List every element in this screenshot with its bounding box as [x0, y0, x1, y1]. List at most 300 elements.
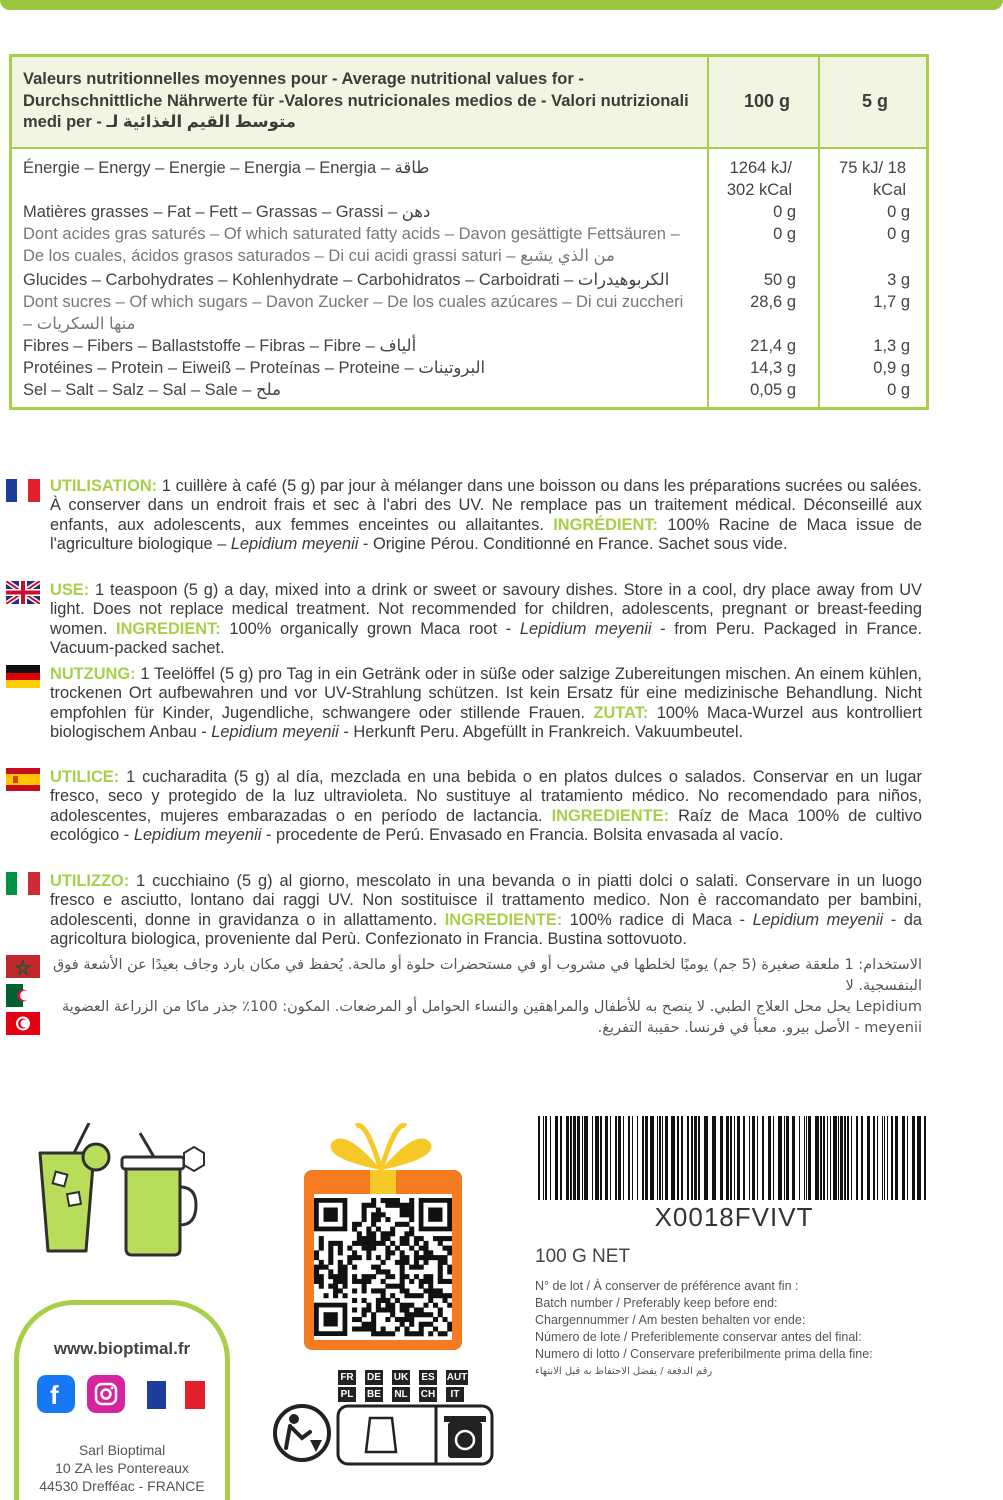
qr-module [362, 1326, 367, 1331]
qr-module [319, 1246, 324, 1251]
barcode-bar [838, 1116, 839, 1200]
qr-module [428, 1255, 433, 1260]
qr-module [428, 1288, 433, 1293]
facebook-icon[interactable] [37, 1375, 75, 1413]
qr-module [423, 1312, 428, 1317]
qr-module [333, 1284, 338, 1289]
barcode-bar [698, 1116, 700, 1200]
qr-module [419, 1255, 424, 1260]
qr-module [352, 1255, 357, 1260]
glass-icon [40, 1123, 109, 1251]
brand-badge [14, 1300, 230, 1500]
qr-module [376, 1208, 381, 1213]
qr-module [343, 1279, 348, 1284]
barcode-bar [768, 1116, 771, 1200]
qr-module [357, 1236, 362, 1241]
qr-module [400, 1284, 405, 1289]
qr-module [385, 1203, 390, 1208]
qr-module [423, 1246, 428, 1251]
qr-module [357, 1317, 362, 1322]
qr-module [447, 1293, 452, 1298]
qr-module [414, 1265, 419, 1270]
qr-module [362, 1208, 367, 1213]
qr-module [404, 1241, 409, 1246]
barcode-bar [752, 1116, 755, 1200]
qr-module [395, 1198, 400, 1203]
lot-line: N° de lot / À conserver de préférence avant fin : [535, 1279, 799, 1293]
qr-module [366, 1250, 371, 1255]
qr-module [328, 1246, 333, 1251]
jar-icon [122, 1133, 204, 1255]
barcode-bar [877, 1116, 878, 1200]
qr-module [376, 1298, 381, 1303]
qr-module [428, 1279, 433, 1284]
qr-module [319, 1274, 324, 1279]
qr-module [362, 1236, 367, 1241]
qr-module [371, 1326, 376, 1331]
barcode-bar [799, 1116, 800, 1200]
qr-module [385, 1250, 390, 1255]
keyword: INGREDIENT: [116, 619, 221, 638]
qr-module [381, 1293, 386, 1298]
qr-module [423, 1279, 428, 1284]
qr-module [423, 1260, 428, 1265]
qr-module [314, 1250, 319, 1255]
smoothie-illustration [34, 1123, 214, 1263]
barcode-bar [600, 1116, 602, 1200]
qr-module [366, 1322, 371, 1327]
row-label: Sel – Salt – Salz – Sal – Sale – ملح [23, 381, 281, 399]
qr-module [324, 1265, 329, 1270]
text: - from Peru. Packaged in France. Vacuum-packed sachet. [50, 619, 922, 658]
qr-module [400, 1274, 405, 1279]
arabic-line: Lepidium يحل محل العلاج الطبي. لا ينصح به للأطفال والمراهقين والنساء الحوامل أو المرضعات. المكون: 100٪ جذر ماكا من الزراعة العضوية [61, 999, 922, 1015]
qr-module [385, 1331, 390, 1336]
qr-module [400, 1317, 405, 1322]
qr-module [362, 1274, 367, 1279]
qr-module [409, 1322, 414, 1327]
qr-module [352, 1317, 357, 1322]
svg-text:f: f [50, 1380, 59, 1410]
column-100g: 100 g [743, 91, 791, 111]
latin-name: Lepidium meyenii [752, 910, 884, 929]
qr-module [381, 1279, 386, 1284]
keyword: NUTZUNG: [50, 665, 136, 683]
row-label: Matières grasses – Fat – Fett – Grassas – Grassi – دهن [23, 203, 431, 221]
top-green-band [0, 0, 1003, 10]
qr-module [366, 1241, 371, 1246]
barcode-bar [882, 1116, 883, 1200]
qr-module [338, 1241, 343, 1246]
barcode-bar [712, 1116, 716, 1200]
qr-finder [324, 1208, 338, 1222]
tunisia-flag-icon [6, 1012, 40, 1035]
text: 100% Racine de Maca issue de l'agriculture biologique – [50, 515, 922, 554]
barcode-bar [861, 1116, 863, 1200]
text: - procedente de Perú. Envasado en Francia. Bolsita envasada al vacío. [261, 826, 784, 845]
qr-module [404, 1288, 409, 1293]
qr-module [333, 1241, 338, 1246]
qr-module [423, 1250, 428, 1255]
row-value-5g: 0 g [887, 225, 910, 243]
qr-module [381, 1288, 386, 1293]
barcode-bar [808, 1116, 811, 1200]
qr-module [314, 1265, 319, 1270]
barcode-bar [694, 1116, 697, 1200]
qr-module [423, 1288, 428, 1293]
bin-icon [448, 1422, 482, 1458]
qr-module [428, 1298, 433, 1303]
barcode-bar [628, 1116, 630, 1200]
qr-module [404, 1307, 409, 1312]
qr-module [423, 1241, 428, 1246]
barcode-bar [671, 1116, 675, 1200]
barcode-bar [786, 1116, 789, 1200]
barcode-bar [867, 1116, 870, 1200]
barcode-bar [577, 1116, 580, 1200]
barcode-bar [833, 1116, 837, 1200]
nutrition-table-header [12, 57, 926, 149]
qr-module [442, 1246, 447, 1251]
qr-module [419, 1293, 424, 1298]
qr-module [390, 1331, 395, 1336]
barcode-bar [891, 1116, 893, 1200]
qr-module [409, 1246, 414, 1251]
lot-line: Batch number / Preferably keep before end: [535, 1296, 778, 1310]
barcode-bar [734, 1116, 735, 1200]
text: 100% Maca-Wurzel aus kontrolliert biologischem Anbau - [50, 703, 922, 742]
qr-module [428, 1284, 433, 1289]
barcode-bar [884, 1116, 885, 1200]
row-value-100g: 28,6 g [750, 293, 796, 311]
row-value-5g: 1,7 g [873, 293, 910, 311]
barcode-bar [555, 1116, 558, 1200]
text: 1 cuillère à café (5 g) par jour à mélanger dans une boisson ou dans les préparations sucrées ou salées. À conserver dans un endroit frais et sec à l'abri des UV. Ne remplace pas un traitement médical. Déconseillé aux enfants, aux adolescents, aux femmes enceintes ou allaitantes. [50, 477, 922, 534]
instructions-en [50, 581, 922, 659]
keyword: UTILICE: [50, 768, 120, 786]
barcode-bar [757, 1116, 758, 1200]
qr-module [347, 1255, 352, 1260]
qr-module [447, 1265, 452, 1270]
italy-flag-icon [6, 872, 40, 895]
qr-module [395, 1203, 400, 1208]
qr-module [447, 1246, 452, 1251]
nutrition-table [9, 54, 929, 410]
qr-module [362, 1241, 367, 1246]
qr-module [357, 1241, 362, 1246]
qr-module [352, 1274, 357, 1279]
qr-module [395, 1326, 400, 1331]
qr-module [381, 1212, 386, 1217]
barcode-bar [632, 1116, 633, 1200]
barcode-number: X0018FVIVT [654, 1202, 814, 1232]
qr-module [428, 1274, 433, 1279]
qr-module [371, 1265, 376, 1270]
row-label: Fibres – Fibers – Ballaststoffe – Fibras – Fibre – ألياف [23, 337, 417, 355]
barcode-bar [582, 1116, 583, 1200]
qr-module [409, 1312, 414, 1317]
qr-module [362, 1246, 367, 1251]
qr-module [343, 1274, 348, 1279]
uk-flag-icon [6, 581, 40, 604]
barcode-bar [704, 1116, 708, 1200]
qr-module [447, 1303, 452, 1308]
barcode-bar [847, 1116, 849, 1200]
qr-module [438, 1236, 443, 1241]
qr-module [447, 1322, 452, 1327]
qr-module [419, 1312, 424, 1317]
qr-module [352, 1265, 357, 1270]
barcode-bar [773, 1116, 774, 1200]
table-divider [818, 57, 820, 407]
qr-module [371, 1231, 376, 1236]
barcode-bar [642, 1116, 644, 1200]
qr-module [385, 1298, 390, 1303]
qr-module [366, 1307, 371, 1312]
barcode-bar [592, 1116, 593, 1200]
barcode-bar [720, 1116, 723, 1200]
qr-module [333, 1279, 338, 1284]
qr-module [442, 1298, 447, 1303]
qr-module [419, 1279, 424, 1284]
qr-module [400, 1222, 405, 1227]
qr-module [362, 1217, 367, 1222]
text: - Origine Pérou. Conditionné en France. Sachet sous vide. [358, 535, 788, 554]
qr-module [319, 1279, 324, 1284]
qr-module [400, 1250, 405, 1255]
qr-module [376, 1331, 381, 1336]
country-code: PL [338, 1387, 356, 1402]
qr-module [385, 1198, 390, 1203]
qr-module [414, 1255, 419, 1260]
qr-module [352, 1279, 357, 1284]
row-value-5g: 75 kJ/ 18 kCal [839, 159, 906, 199]
row-label: Énergie – Energy – Energie – Energia – Energia – طاقة [23, 159, 430, 177]
barcode-bar [645, 1116, 648, 1200]
qr-module [385, 1269, 390, 1274]
qr-module [381, 1298, 386, 1303]
barcode-bar [595, 1116, 599, 1200]
barcode-bar [566, 1116, 569, 1200]
barcode-bar [637, 1116, 638, 1200]
qr-module [404, 1331, 409, 1336]
qr-module [390, 1284, 395, 1289]
qr-module [385, 1284, 390, 1289]
qr-module [338, 1288, 343, 1293]
qr-module [390, 1293, 395, 1298]
qr-module [314, 1279, 319, 1284]
qr-module [352, 1307, 357, 1312]
qr-module [385, 1317, 390, 1322]
barcode-bar [545, 1116, 547, 1200]
qr-module [395, 1317, 400, 1322]
country-code: DE [365, 1370, 383, 1385]
barcode-bar [681, 1116, 683, 1200]
qr-module [352, 1241, 357, 1246]
arabic-line: الاستخدام: 1 ملعقة صغيرة (5 جم) يوميًا لخلطها في مشروب أو في مستحضرات حلوة أو مالحة. يُحفظ في مكان بارد وجاف بعيدًا عن الأشعة فوق البنفسجية. لا [53, 957, 922, 994]
qr-module [328, 1260, 333, 1265]
qr-module [428, 1322, 433, 1327]
qr-module [419, 1322, 424, 1327]
qr-module [409, 1208, 414, 1213]
qr-module [381, 1260, 386, 1265]
nutrition-header-label: Valeurs nutritionnelles moyennes pour - Average nutritional values for - Durchschnittliche Nährwerte für -Valores nutricionales medios de - Valori nutrizionali medi per - متوسط القيم الغذائية لـ [23, 70, 689, 131]
barcode-bar [570, 1116, 572, 1200]
qr-module [338, 1274, 343, 1279]
qr-module [438, 1241, 443, 1246]
keyword: INGRÉDIENT: [553, 515, 658, 534]
qr-module [362, 1279, 367, 1284]
barcode-bar [895, 1116, 898, 1200]
qr-module [328, 1269, 333, 1274]
qr-module [438, 1269, 443, 1274]
qr-module [400, 1260, 405, 1265]
barcode-bar [907, 1116, 908, 1200]
qr-module [414, 1260, 419, 1265]
country-code: UK [393, 1372, 409, 1383]
instagram-icon[interactable] [87, 1375, 125, 1413]
qr-module [381, 1231, 386, 1236]
qr-module [333, 1274, 338, 1279]
barcode-bar [840, 1116, 843, 1200]
barcode-bar [873, 1116, 875, 1200]
qr-module [371, 1236, 376, 1241]
qr-module [423, 1303, 428, 1308]
barcode-bar [730, 1116, 732, 1200]
text: - Herkunft Peru. Abgefüllt in Frankreich. Vakuumbeutel. [338, 723, 744, 742]
qr-module [371, 1241, 376, 1246]
qr-module [366, 1274, 371, 1279]
qr-module [428, 1331, 433, 1336]
keyword: UTILIZZO: [50, 872, 130, 890]
qr-module [338, 1269, 343, 1274]
barcode-bar [806, 1116, 807, 1200]
qr-module [376, 1303, 381, 1308]
qr-module [438, 1288, 443, 1293]
qr-module [385, 1246, 390, 1251]
barcode-bar [792, 1116, 795, 1200]
barcode-bar [830, 1116, 831, 1200]
qr-module [371, 1203, 376, 1208]
qr-module [409, 1293, 414, 1298]
qr-module [404, 1260, 409, 1265]
latin-name: Lepidium meyenii [211, 723, 339, 742]
qr-module [442, 1236, 447, 1241]
qr-module [366, 1326, 371, 1331]
qr-module [366, 1231, 371, 1236]
qr-module [433, 1317, 438, 1322]
qr-module [447, 1236, 452, 1241]
qr-module [400, 1269, 405, 1274]
text: 100% organically grown Maca root - [220, 619, 520, 638]
qr-module [419, 1246, 424, 1251]
qr-module [400, 1288, 405, 1293]
spain-flag-icon [6, 768, 40, 791]
qr-module [409, 1279, 414, 1284]
barcode-bar [902, 1116, 905, 1200]
qr-module [414, 1307, 419, 1312]
lot-line-arabic: رقم الدفعة / يفضل الاحتفاظ به قبل الانتهاء [535, 1366, 713, 1377]
qr-module [390, 1307, 395, 1312]
barcode-bar [762, 1116, 764, 1200]
qr-module [400, 1307, 405, 1312]
qr-module [433, 1236, 438, 1241]
country-code: IT [446, 1387, 464, 1402]
qr-module [371, 1317, 376, 1322]
qr-module [385, 1274, 390, 1279]
qr-module [419, 1265, 424, 1270]
qr-module [433, 1326, 438, 1331]
qr-module [362, 1307, 367, 1312]
qr-module [362, 1322, 367, 1327]
qr-module [409, 1265, 414, 1270]
barcode-bar [550, 1116, 551, 1200]
row-value-100g: 0 g [773, 203, 796, 221]
qr-module [400, 1303, 405, 1308]
qr-code[interactable] [314, 1194, 452, 1340]
qr-module [319, 1265, 324, 1270]
row-value-100g: 0 g [773, 225, 796, 243]
barcode-bar [687, 1116, 689, 1200]
barcode-bar [778, 1116, 782, 1200]
barcode-bar [784, 1116, 785, 1200]
qr-module [390, 1227, 395, 1232]
qr-module [442, 1331, 447, 1336]
qr-module [343, 1293, 348, 1298]
qr-module [376, 1217, 381, 1222]
qr-module [438, 1260, 443, 1265]
qr-module [409, 1317, 414, 1322]
keyword: INGREDIENTE: [444, 910, 563, 929]
gift-bow-icon [296, 1118, 466, 1178]
lot-line: Chargennummer / Am besten behalten vor ende: [535, 1313, 806, 1327]
qr-module [409, 1227, 414, 1232]
qr-module [409, 1217, 414, 1222]
qr-module [343, 1269, 348, 1274]
qr-module [442, 1317, 447, 1322]
qr-module [385, 1255, 390, 1260]
arabic-line: meyenii - الأصل بيرو. معبأ في فرنسا. حقيبة التفريغ. [597, 1020, 922, 1036]
qr-module [404, 1303, 409, 1308]
barcode-bar [823, 1116, 825, 1200]
text: 1 Teelöffel (5 g) pro Tag in ein Getränk oder in süße oder salzige Zubereitungen mischen. An einem kühlen, trockenen Ort aufbewahren und vor UV-Strahlung schützen. Ist kein Ersatz für eine medizinische Behandlung. Nicht empfohlen für Kinder, Jugendliche, schwangere oder stillende Frauen. [50, 665, 922, 722]
country-code: BE [365, 1387, 383, 1402]
qr-module [395, 1246, 400, 1251]
qr-module [390, 1231, 395, 1236]
qr-module [390, 1250, 395, 1255]
qr-module [376, 1288, 381, 1293]
qr-module [409, 1331, 414, 1336]
qr-module [328, 1250, 333, 1255]
barcode-bar [657, 1116, 658, 1200]
country-code: ES [419, 1370, 437, 1385]
qr-module [376, 1269, 381, 1274]
barcode-bar [912, 1116, 915, 1200]
lot-line: Número de lote / Preferiblemente conservar antes del final: [535, 1330, 862, 1344]
qr-module [400, 1279, 405, 1284]
country-code: CH [420, 1389, 436, 1400]
website-link[interactable]: www.bioptimal.fr [53, 1339, 191, 1358]
qr-module [404, 1326, 409, 1331]
qr-module [381, 1326, 386, 1331]
qr-module [371, 1212, 376, 1217]
net-weight: 100 G NET [535, 1246, 631, 1267]
qr-module [319, 1236, 324, 1241]
qr-module [400, 1255, 405, 1260]
row-label: Glucides – Carbohydrates – Kohlenhydrate – Carbohidratos – Carboidrati – الكربوهيدرات [23, 271, 670, 289]
qr-module [404, 1317, 409, 1322]
qr-module [409, 1203, 414, 1208]
